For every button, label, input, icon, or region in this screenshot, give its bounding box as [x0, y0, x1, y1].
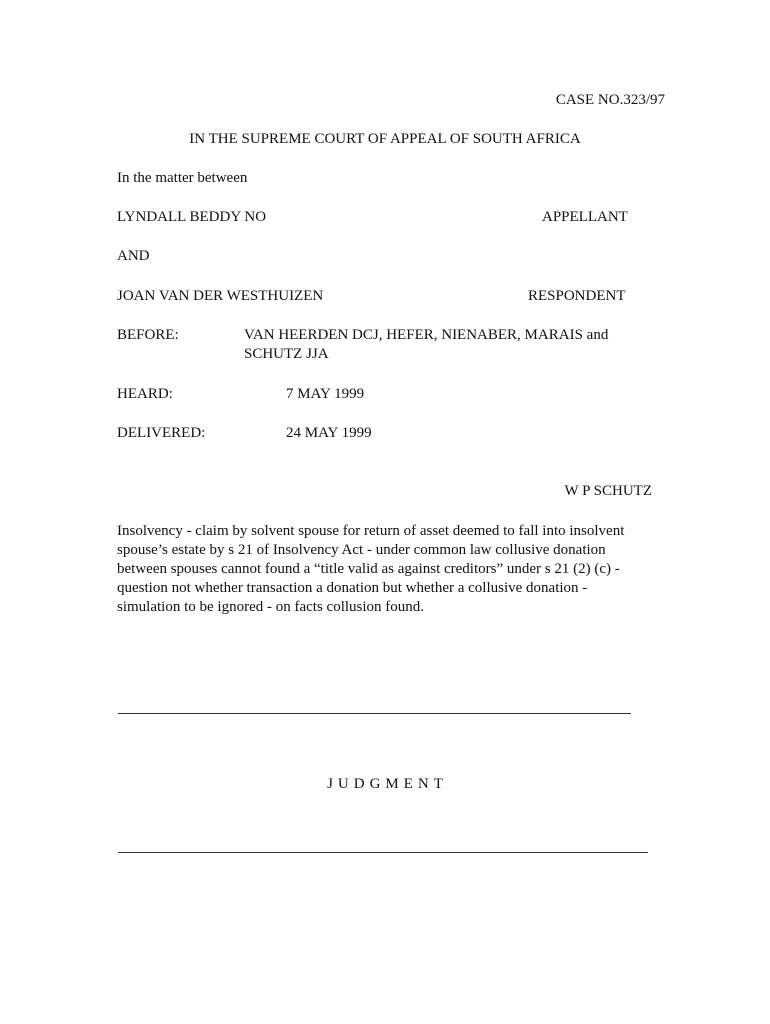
judgment-heading: JUDGMENT — [327, 776, 448, 792]
before-judges: VAN HEERDEN DCJ, HEFER, NIENABER, MARAIS and SCHUTZ JJA — [244, 327, 609, 362]
respondent-name: JOAN VAN DER WESTHUIZEN — [117, 288, 324, 304]
divider-bottom — [118, 852, 648, 853]
parties-conjunction: AND — [117, 248, 150, 264]
delivered-date: 24 MAY 1999 — [286, 425, 372, 441]
matter-between-text: In the matter between — [117, 170, 248, 186]
respondent-role: RESPONDENT — [528, 288, 626, 304]
case-number: CASE NO.323/97 — [555, 92, 665, 108]
appellant-role: APPELLANT — [542, 209, 628, 225]
divider-top — [118, 713, 631, 714]
before-label: BEFORE: — [117, 327, 179, 343]
headnote-paragraph: Insolvency - claim by solvent spouse for return of asset deemed to fall into insolvent spouse’s estate by s 21 of Insolvency Act - under common law collusive donation between spouses cannot found a “title valid as against creditors” under s 21 (2) (c) - question not whether transaction a donation but whether a collusive donation - simulation to be ignored - on facts collusion found. — [117, 523, 625, 615]
court-title: IN THE SUPREME COURT OF APPEAL OF SOUTH AFRICA — [189, 131, 581, 147]
appellant-name: LYNDALL BEDDY NO — [117, 209, 267, 225]
delivered-label: DELIVERED: — [117, 425, 206, 441]
heard-date: 7 MAY 1999 — [286, 386, 365, 402]
heard-label: HEARD: — [117, 386, 173, 402]
judgment-author: W P SCHUTZ — [564, 483, 652, 499]
